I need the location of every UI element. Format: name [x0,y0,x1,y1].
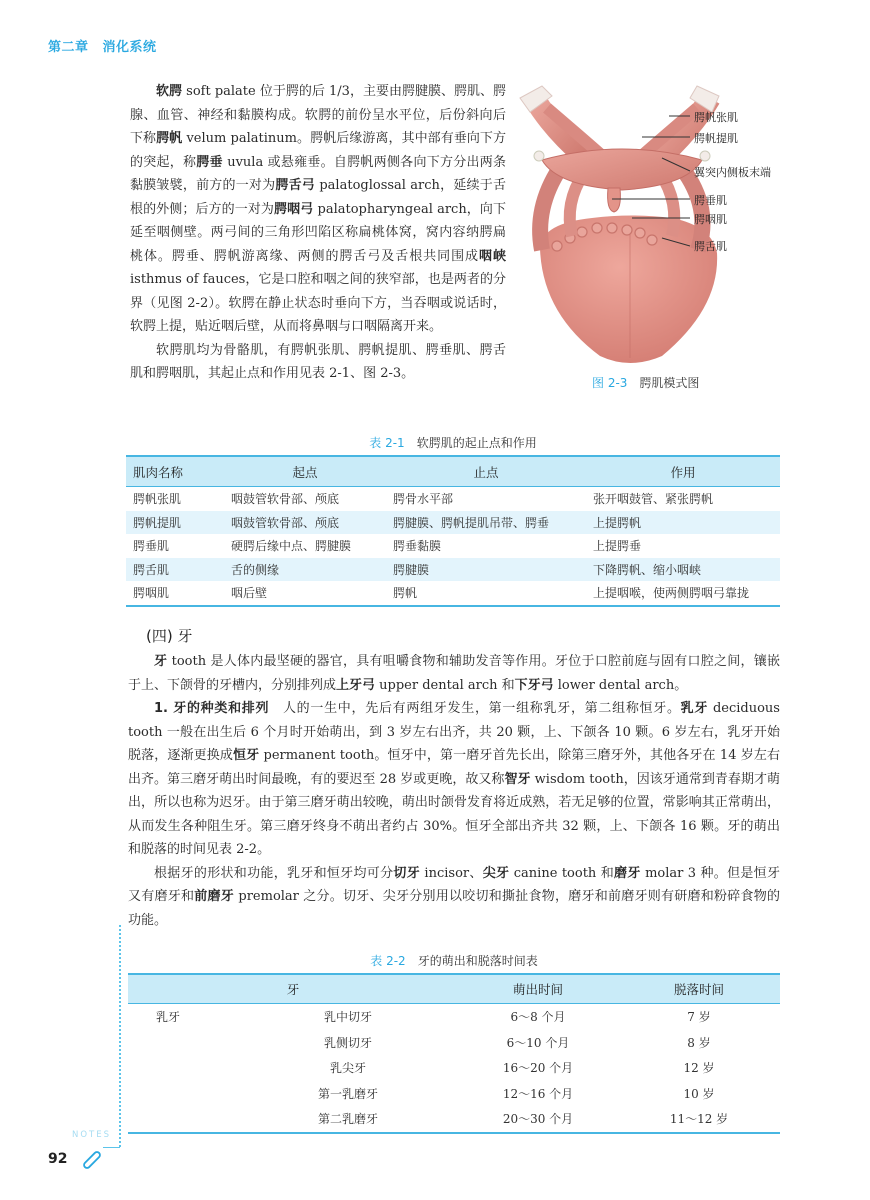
page-number: 92 [48,1151,68,1167]
bold-term: 磨牙 [614,865,641,881]
table2-cell: 7 岁 [687,1010,711,1025]
table1-number: 表 2-1 [369,436,405,450]
section-title-tooth: (四) 牙 [146,627,193,645]
chapter-number: 第二章 [48,40,89,55]
table1-header: 作用 [586,456,780,487]
table2-number: 表 2-2 [370,954,406,968]
table2-cell: 6～10 个月 [506,1035,570,1050]
table2-cell: 第二乳磨牙 [317,1112,378,1127]
table2-cell: 乳中切牙 [323,1010,372,1025]
table2-cell: 12～16 个月 [502,1086,574,1101]
text-run: soft palate 位于腭的后 1/3，主要由腭腱膜、腭肌、腭腺、血管、神经和黏膜构成。软腭的前份呈水平位，后份斜向后下称 [130,84,506,146]
table1-cell: 腭骨水平部 [393,492,454,507]
bold-term: 下牙弓 [514,677,554,693]
chapter-title: 消化系统 [102,40,157,55]
table1-title: 软腭肌的起止点和作用 [416,436,537,450]
table2-cell: 20～30 个月 [502,1112,574,1127]
bold-term: 牙 [154,654,168,669]
table1-cell: 腭帆 [393,586,418,601]
bold-term: 腭帆 [156,131,183,146]
table1-cell: 上提腭垂 [593,539,642,554]
table2-group-cell: 乳牙 [156,1010,181,1025]
table1-cell: 腭舌肌 [126,558,224,582]
bold-term: 腭舌弓 [275,178,316,193]
table1-cell: 咽鼓管软骨部、颅底 [224,511,386,535]
table1-cell: 腭垂黏膜 [393,539,442,554]
bold-term: 软腭 [156,84,183,99]
text-run: velum palatinum。腭帆后缘游离，其中部有垂向下方的突起，称 [130,131,506,170]
table2-cell: 6～8 个月 [510,1010,566,1025]
text-run: canine tooth 和 [509,865,615,881]
bold-term: 切牙 [393,865,420,881]
palate-muscle-figure [512,78,782,366]
table2-header: 脱落时间 [618,974,780,1004]
table2-row [128,1055,780,1081]
bold-term: 前磨牙 [194,889,234,904]
table2-group-cell [128,1081,238,1107]
table2-header: 萌出时间 [458,974,618,1004]
velum [542,149,702,190]
table2-row [128,1004,780,1030]
bold-term: 乳牙 [680,701,709,716]
table1-cell: 张开咽鼓管、紧张腭帆 [593,492,714,507]
label-musculus-uvulae: 腭垂肌 [694,194,727,207]
notes-label: NOTES [72,1130,112,1140]
table1-cell: 上提咽喉，使两侧腭咽弓靠拢 [593,586,750,601]
text-run: isthmus of fauces，它是口腔和咽之间的狭窄部，也是两者的分界（见图 2-2）。软腭在静止状态时垂向下方，当吞咽或说话时，软腭上提，贴近咽后壁，从而将鼻咽与口咽隔离开来。 [130,272,506,334]
table1-row [126,511,780,535]
table2-header: 牙 [128,974,458,1004]
table2-cell: 16～20 个月 [502,1061,574,1076]
table1-row [126,534,780,558]
text-run: palatoglossal arch，延续于舌根的外侧；后方的一对为 [130,178,506,217]
table1-row [126,581,780,606]
label-levator-veli-palatini: 腭帆提肌 [694,132,738,145]
tooth-section [128,650,780,932]
text-run: 人的一生中，先后有两组牙发生，第一组称乳牙，第二组称恒牙。 [269,701,681,716]
label-palatoglossus: 腭舌肌 [694,240,727,253]
soft-palate-section [130,80,506,386]
text-run: molar 3 种。但是恒牙又有磨牙和 [128,865,780,904]
table1-cell: 舌的侧缘 [224,558,386,582]
table1-cell: 腭垂肌 [133,539,170,554]
table1-header: 止点 [386,456,586,487]
table2-cell: 12 岁 [683,1061,715,1076]
table1-cell: 腭腱膜、腭帆提肌吊带、腭垂 [386,511,586,535]
chapter-header [48,36,157,55]
notes-margin-line [119,925,121,1147]
table2-group-cell [128,1030,238,1056]
table2-cell: 8 岁 [687,1035,711,1050]
table1-caption [126,434,780,451]
bold-term: 恒牙 [233,748,260,763]
table1-cell: 腭咽肌 [133,586,170,601]
text-run: deciduous tooth 一般在出生后 6 个月时开始萌出，到 3 岁左右出齐，共 20 颗，上、下颌各 10 颗。6 岁左右，乳牙开始脱落，逐渐更换成 [128,701,780,763]
text-run: uvula 或悬雍垂。自腭帆两侧各向下方分出两条黏膜皱襞，前方的一对为 [130,154,506,193]
label-palatopharyngeus: 腭咽肌 [694,213,727,226]
text-run: upper dental arch 和 [375,677,515,693]
text-run: tooth 是人体内最坚硬的器官，具有咀嚼食物和辅助发音等作用。牙位于口腔前庭与固有口腔之间，镶嵌于上、下颌骨的牙槽内，分别排列成 [128,654,780,693]
table2-cell: 乳侧切牙 [323,1035,372,1050]
figure-caption [592,374,699,391]
table2-row [128,1030,780,1056]
table2-title: 牙的萌出和脱落时间表 [417,954,538,968]
table1-cell: 腭腱膜 [386,558,586,582]
palate-muscle-illustration [512,78,782,366]
table1-header: 肌肉名称 [126,456,224,487]
table2-caption [128,952,780,969]
bold-term: 智牙 [504,771,531,787]
table1-cell: 腭帆张肌 [133,492,182,507]
bold-term: 尖牙 [482,865,510,881]
tooth-paragraph-2 [128,697,780,862]
text-run: premolar 之分。切牙、尖牙分别用以咬切和撕扯食物，磨牙和前磨牙则有研磨和粉碎食物的功能。 [128,889,780,928]
bold-term: 1. 牙的种类和排列 [154,701,270,716]
text-run: lower dental arch。 [553,677,688,693]
table1-header: 起点 [224,456,386,487]
bold-term: 咽峡 [479,248,506,264]
table2-group-cell [128,1106,238,1133]
tooth-paragraph-3 [128,862,780,933]
table2-cell: 11～12 岁 [669,1112,729,1127]
bold-term: 腭咽弓 [274,201,314,217]
text-run: wisdom tooth，因该牙通常到青春期才萌出，所以也称为迟牙。由于第三磨牙萌出较晚，萌出时颌骨发育将近成熟，若无足够的位置，常影响其正常萌出，从而发生各种阻生牙。第三磨牙终身不萌出者约占 30%。恒牙全部出齐共 32 颗，上、下颌各 16 颗。牙的萌出和脱落的时间见表 2-2。 [128,771,780,857]
soft-palate-paragraph-2: 软腭肌均为骨骼肌，有腭帆张肌、腭帆提肌、腭垂肌、腭舌肌和腭咽肌，其起止点和作用见表 2-1、图 2-3。 [130,342,506,381]
notes-underline [103,1147,120,1148]
bold-term: 上牙弓 [336,677,376,693]
paperclip-icon [82,1150,102,1170]
table1-cell: 硬腭后缘中点、腭腱膜 [231,539,352,554]
table1-cell: 咽鼓管软骨部、颅底 [231,492,340,507]
label-pterygoid-hamulus: 翼突内侧板末端 [694,166,771,179]
text-run: 根据牙的形状和功能，乳牙和恒牙均可分 [154,865,394,881]
table2-header-row [128,974,780,1004]
figure-title: 腭肌模式图 [639,376,700,390]
table2-cell: 第一乳磨牙 [317,1086,378,1101]
table1-header-row [126,456,780,487]
table2-row [128,1081,780,1107]
figure-number: 图 2-3 [592,376,628,390]
tooth-paragraph-1 [128,650,780,697]
table2-row [128,1106,780,1133]
table1-row [126,558,780,582]
table-soft-palate-muscles [126,455,780,607]
bold-term: 腭垂 [196,154,223,170]
table2-cell: 10 岁 [683,1086,715,1101]
table1-cell: 咽后壁 [231,586,268,601]
table1-cell: 腭帆提肌 [126,511,224,535]
table1-cell: 上提腭帆 [586,511,780,535]
table2-group-cell [128,1055,238,1081]
table1-row [126,487,780,511]
text-run: incisor、 [420,865,483,881]
text-run: palatopharyngeal arch，向下延至咽侧壁。两弓间的三角形凹陷区称扁桃体窝，窝内容纳腭扁桃体。腭垂、腭帆游离缘、两侧的腭舌弓及舌根共同围成 [130,201,506,264]
uvula [608,188,621,212]
label-tensor-veli-palatini: 腭帆张肌 [694,111,738,124]
table2-cell: 乳尖牙 [329,1061,366,1076]
soft-palate-paragraph-1 [130,80,506,339]
table1-cell: 下降腭帆、缩小咽峡 [586,558,780,582]
text-run: permanent tooth。恒牙中，第一磨牙首先长出，除第三磨牙外，其他各牙在 14 岁左右出齐。第三磨牙萌出时间最晚，有的要迟至 28 岁或更晚，故又称 [128,748,780,787]
table-tooth-eruption [128,973,780,1134]
